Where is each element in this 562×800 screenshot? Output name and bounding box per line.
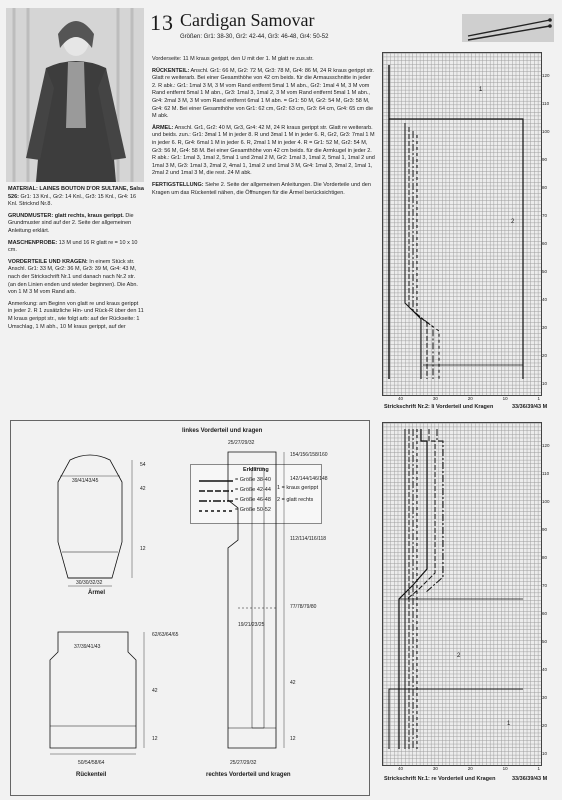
vorderteil-schematic [216, 448, 296, 768]
chart-bottom-zone-2: 2 [457, 653, 461, 659]
aermel-title: ÄRMEL: [152, 124, 174, 131]
aermel-height-1: 54 [140, 462, 146, 468]
material-text: Gr1: 13 Knl., Gr2: 14 Knl., Gr3: 15 Knl., Gr4: 16 Knl. Stricknd Nr.8. [8, 193, 137, 208]
chart-bottom-x-tick: 1 [537, 766, 540, 771]
legend-size-3: = Größe 46-48 [235, 497, 271, 503]
model-photo [6, 8, 144, 182]
ruecken-height-2: 42 [152, 688, 158, 694]
vorderteile-text: In einem Stück str. Anschl. Gr1: 33 M, Gr2: 36 M, Gr3: 39 M, Gr4: 43 M, nach der Strickschrift Nr.1 und danach nach Nr.2 str. (an den Linien enden und wieder beginnen). Die Abn. von 1 M 3 M vom Rand arb. [8, 258, 138, 296]
vorderteil-height-3: 112/114/116/118 [290, 536, 327, 542]
aermel-text: Anschl. Gr1, Gr2: 40 M, Gr3, Gr4: 42 M, 24 R kraus gerippt str. Glatt re weiterarb. und beids. zun.: Gr1: 3mal 1 M in jeder 8. R und 3mal 1 M in jeder 6. R, Gr2, Gr3: 7mal 1 M in jeder 6. R, Gr4: 6mal 1 M in jeder 6. R, 2mal 1 M in jeder 4. R = Gr1: 52 M, Gr2: 54 M, Gr3: 56 M, Gr4: 58 M. Bei einer Gesamthöhe von 42 cm beids. für die Armkugel in jeder 2. R abk.: Gr1: 1mal 3, 1mal 2, 5mal 1 und 2mal 2 M, Gr2: 1mal 3, 1mal 2, 5mal 1, 1mal 2 und 1mal 3 M, Gr3: 1mal 3, 2mal 2, 4mal 1, 1mal 2 und 1mal 3 M, Gr4: 1mal 3, 3mal 2, 1mal 1, 2mal 2 und 1mal 3 M, die rest. 24 M abk. [152, 124, 375, 177]
chart-bottom-y-tick: 80 [542, 555, 548, 560]
legend-size-1: = Größe 38-40 [235, 477, 271, 483]
rueckenteil-title: RÜCKENTEIL: [152, 67, 190, 74]
chart-top-y-tick: 30 [542, 325, 548, 330]
vorderteil-bottom-width: 25/27/29/32 [230, 760, 257, 766]
chart-top-x-tick: 1 [537, 396, 540, 401]
vorderteil-height-1: 154/156/158/160 [290, 452, 328, 458]
chart-top-y-axis [542, 52, 560, 394]
aermel-bottom-width: 30/30/32/32 [76, 580, 103, 586]
legend-title: Erklärung [243, 467, 269, 473]
chart-top-x-tick: 20 [467, 396, 473, 401]
chart-top-x-tick: 10 [502, 396, 508, 401]
chart-bottom-sizes: 33/36/39/43 M [512, 776, 548, 782]
chart-top-x-axis [398, 396, 540, 401]
chart-bottom-y-tick: 60 [542, 611, 548, 616]
chart-bottom-x-axis [398, 766, 540, 771]
chart-top-y-tick: 70 [542, 213, 548, 218]
chart-bottom-y-tick: 110 [542, 471, 550, 476]
ruecken-top-width: 37/39/41/43 [74, 644, 101, 650]
aermel-top-width: 39/41/43/45 [72, 478, 99, 484]
needles-icon [462, 14, 554, 42]
ruecken-schematic [40, 628, 170, 768]
pattern-title: Cardigan Samovar [180, 10, 315, 30]
legend-sym-1: 1 = kraus gerippt [277, 485, 319, 491]
chart-top-zone-2: 2 [511, 219, 515, 225]
maschenprobe-title: MASCHENPROBE: [8, 239, 58, 246]
fertigstellung-title: FERTIGSTELLUNG: [152, 181, 204, 188]
pattern-number: 13 [150, 10, 174, 35]
chart-bottom-y-tick: 20 [542, 723, 548, 728]
chart-top-zone-1: 1 [479, 87, 483, 93]
chart-bottom-x-tick: 20 [467, 766, 473, 771]
vorderteil-label: rechtes Vorderteil und kragen [206, 772, 291, 778]
chart-top-sizes: 33/36/39/43 M [512, 404, 548, 410]
chart-bottom-y-tick: 50 [542, 639, 548, 644]
chart-top-y-tick: 110 [542, 101, 550, 106]
chart-top-y-tick: 60 [542, 241, 548, 246]
intro-text: Vorderseite: 11 M kraus gerippt, den U mit der 1. M glatt re zus.str. [152, 56, 314, 62]
chart-top-y-tick: 100 [542, 129, 550, 134]
chart-bottom-y-tick: 90 [542, 527, 548, 532]
chart-bottom-caption: Strickschrift Nr.1: re Vorderteil und Kragen [384, 776, 496, 782]
legend-size-4: = Größe 50-52 [235, 507, 271, 513]
chart-top-y-tick: 50 [542, 269, 548, 274]
vorderteil-height-5: 42 [290, 680, 296, 686]
vorderteil-top-width: 25/27/29/32 [228, 440, 255, 446]
chart-top-x-tick: 30 [432, 396, 438, 401]
vorderteile-title: VORDERTEILE UND KRAGEN: [8, 258, 88, 265]
chart-bottom-y-axis [542, 422, 560, 764]
chart-bottom-x-tick: 10 [502, 766, 508, 771]
aermel-label: Ärmel [88, 590, 106, 596]
chart-bottom-x-tick: 40 [398, 766, 404, 771]
sizes-line: Größen: Gr1: 38-30, Gr2: 42-44, Gr3: 46-48, Gr4: 50-52 [180, 34, 329, 40]
vorderteil-height-4: 77/78/79/80 [290, 604, 317, 610]
chart-top-y-tick: 10 [542, 381, 548, 386]
ruecken-bottom-width: 50/54/58/64 [78, 760, 105, 766]
chart-bottom [382, 422, 542, 766]
chart-top-y-tick: 120 [542, 73, 550, 78]
chart-bottom-x-tick: 30 [432, 766, 438, 771]
middle-column [152, 56, 376, 201]
chart-top-caption: Strickschrift Nr.2: li Vorderteil und Kragen [384, 404, 494, 410]
chart-top-y-tick: 40 [542, 297, 548, 302]
legend-sym-2: 2 = glatt rechts [277, 497, 314, 503]
legend-size-2: = Größe 42-44 [235, 487, 271, 493]
grundmuster-title: GRUNDMUSTER: glatt rechts, kraus gerippt. [8, 212, 124, 219]
vorderteil-height-2: 142/144/146/148 [290, 476, 328, 482]
grundmuster-text: Die Grundmuster sind auf der 2. Seite der allgemeinen Anleitung erklärt. [8, 212, 134, 234]
vorderteil-mid-width: 19/21/23/25 [238, 622, 265, 628]
chart-top-y-tick: 20 [542, 353, 548, 358]
chart-bottom-y-tick: 120 [542, 443, 550, 448]
chart-bottom-y-tick: 70 [542, 583, 548, 588]
chart-bottom-y-tick: 100 [542, 499, 550, 504]
aermel-schematic [40, 450, 160, 600]
chart-bottom-y-tick: 10 [542, 751, 548, 756]
chart-bottom-y-tick: 30 [542, 695, 548, 700]
fertigstellung-text: Siehe 2. Seite der allgemeinen Anleitungen. Die Vorderteile und den Kragen um das Rückenteil nähen, die Öffnungen für die Ärmel berücksichtigen. [152, 181, 371, 196]
model-photo-illustration [6, 8, 144, 182]
ruecken-height-1: 62/63/64/65 [152, 632, 179, 638]
aermel-height-3: 12 [140, 546, 146, 552]
chart-bottom-y-tick: 40 [542, 667, 548, 672]
chart-top-y-tick: 80 [542, 185, 548, 190]
aermel-height-2: 42 [140, 486, 146, 492]
chart-top-y-tick: 90 [542, 157, 548, 162]
chart-top-x-tick: 40 [398, 396, 404, 401]
ruecken-label: Rückenteil [76, 772, 107, 778]
material-title: MATERIAL: LAINES BOUTON D'OR SULTANE, Salsa 526: [8, 186, 144, 200]
vorderteil-height-6: 12 [290, 736, 296, 742]
ruecken-height-3: 12 [152, 736, 158, 742]
chart-top [382, 52, 542, 396]
anmerkung-text: Anmerkung: am Beginn von glatt re und kraus gerippt in jeder 2. R 1 zusätzliche Hin- und Rück-R über den 11 M kraus gerippt str., wie folgt arb: auf der Rückseite: 1 Umschlag, 1 M abh., 10 M kraus gerippt, auf der [8, 300, 144, 330]
chart-bottom-zone-1: 1 [507, 721, 511, 727]
vorderteil-top-title: linkes Vorderteil und kragen [182, 428, 263, 434]
rueckenteil-text: Anschl. Gr1: 66 M, Gr2: 72 M, Gr3: 78 M, Gr4: 86 M, 24 R kraus gerippt str. Glatt re weiterarb. Bei einer Gesamthöhe von 42 cm beids. für die Armausschnitte in jeder 2. R abk.: Gr1: 1mal 3 M, 3 M vom Rand entfernt 5mal 1 M abn., Gr2: 1mal 4 M, 3 M vom Rand entfernt 5mal 1 M abn., Gr3: 1mal 3, 1mal 2, 3 M vom Rand entfernt 5mal 1 M abn., Gr4: 2mal 3 M, 3 M vom Rand entfernt 6mal 1 M abn. = Gr1: 50 M, Gr2: 54 M, Gr3: 58 M, Gr4: 62 M. Bei einer Gesamthöhe von Gr1: 62 cm, Gr2: 63 cm, Gr3: 64 cm, Gr4: 65 cm die M abk. [152, 67, 374, 120]
left-column [8, 186, 144, 335]
maschenprobe-text: 13 M und 16 R glatt re = 10 x 10 cm. [8, 239, 138, 254]
